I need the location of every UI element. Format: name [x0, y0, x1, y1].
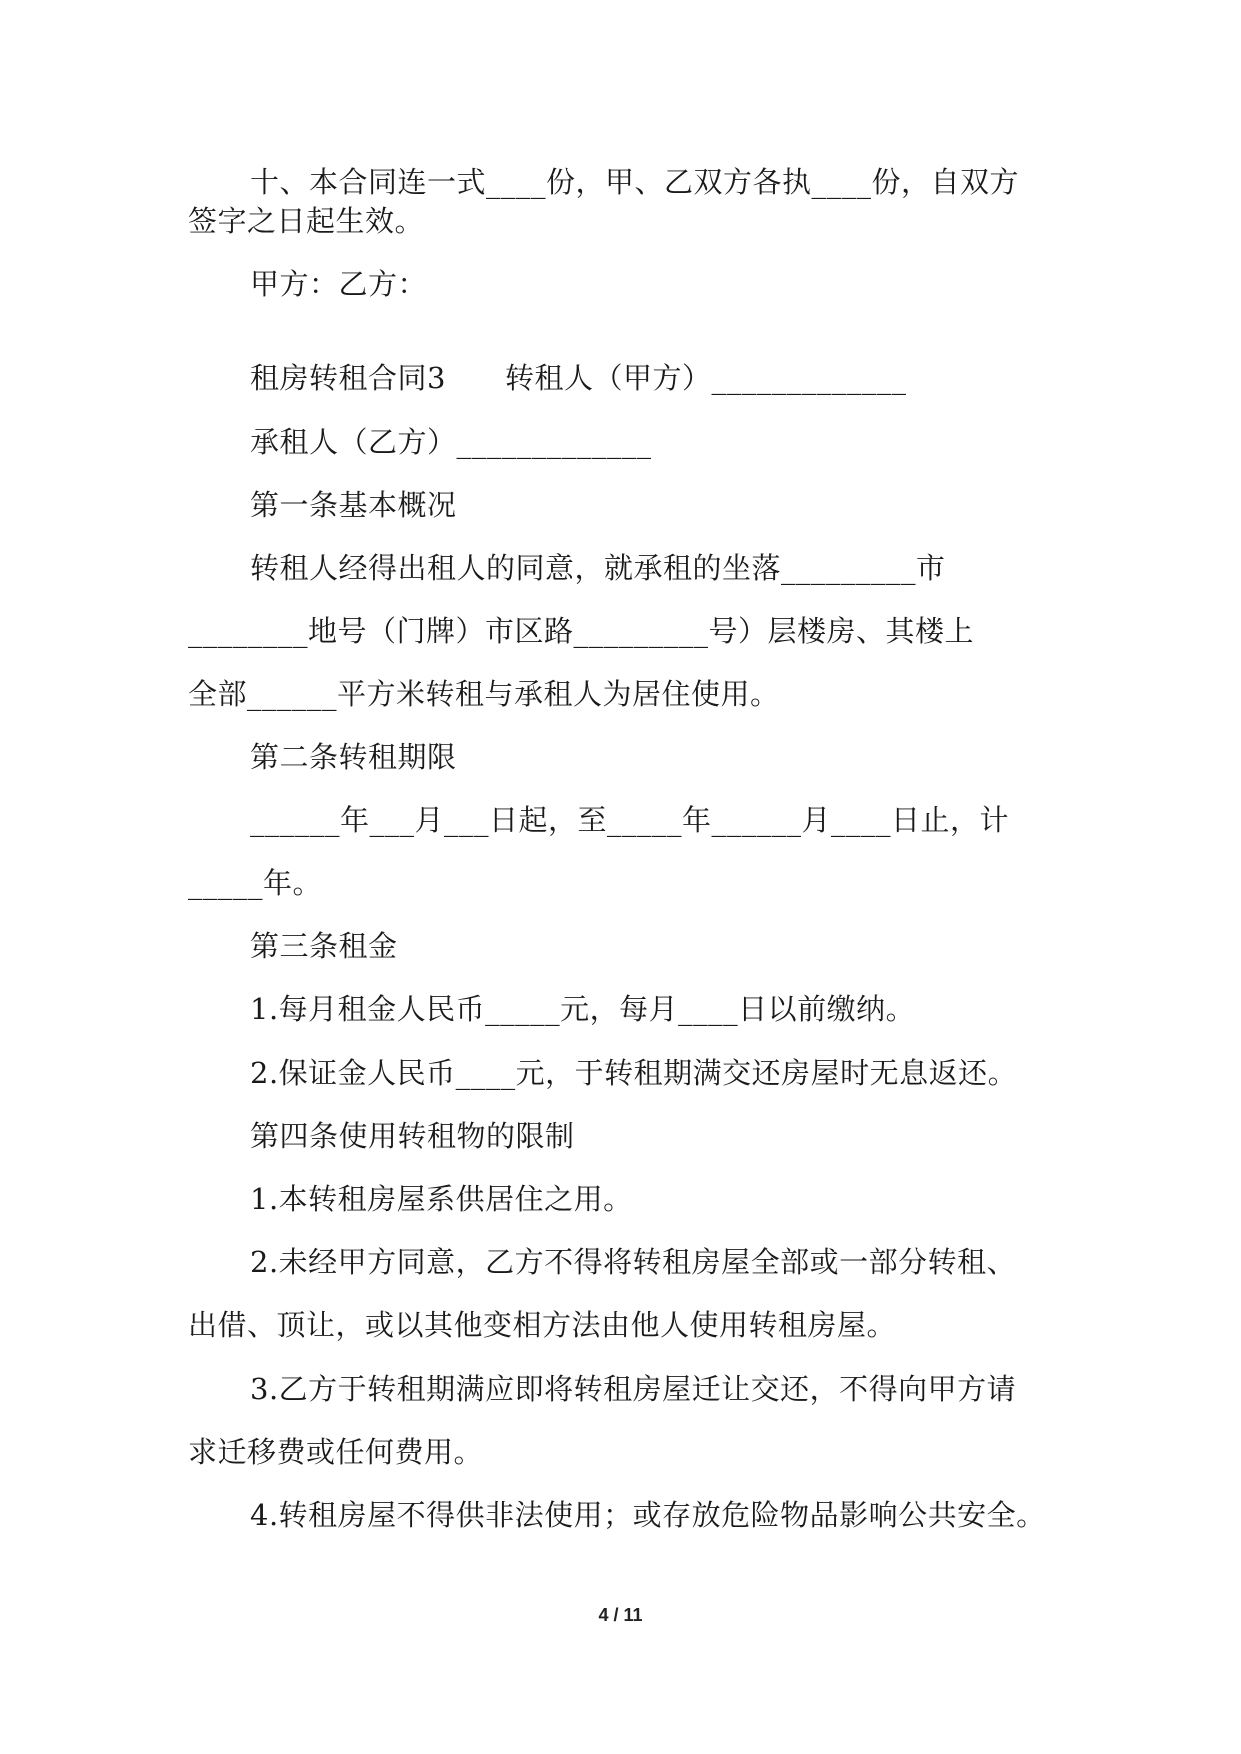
paragraph-line: 转租人经得出租人的同意，就承租的坐落_________市	[250, 551, 946, 585]
paragraph-line: 全部______平方米转租与承租人为居住使用。	[188, 677, 780, 711]
page-number: 4 / 11	[598, 1605, 643, 1625]
paragraph-line: 租房转租合同3 转租人（甲方）_____________	[250, 361, 907, 395]
paragraph-line: 出借、顶让，或以其他变相方法由他人使用转租房屋。	[188, 1308, 897, 1342]
paragraph-line: _____年。	[188, 866, 323, 900]
paragraph-line: 甲方：乙方：	[250, 267, 428, 301]
section-heading: 第四条使用转租物的限制	[250, 1119, 575, 1153]
paragraph-line: 1.本转租房屋系供居住之用。	[250, 1182, 633, 1216]
paragraph-line: 4.转租房屋不得供非法使用；或存放危险物品影响公共安全。	[250, 1498, 1046, 1532]
paragraph-line: 签字之日起生效。	[188, 204, 425, 238]
paragraph-line: 1.每月租金人民币_____元，每月____日以前缴纳。	[250, 992, 916, 1026]
paragraph-line: 2.未经甲方同意，乙方不得将转租房屋全部或一部分转租、	[250, 1245, 1017, 1279]
paragraph-line: 2.保证金人民币____元，于转租期满交还房屋时无息返还。	[250, 1056, 1018, 1090]
paragraph-line: 求迁移费或任何费用。	[188, 1435, 484, 1469]
paragraph-line: 十、本合同连一式____份，甲、乙双方各执____份，自双方	[250, 165, 1020, 199]
section-heading: 第二条转租期限	[250, 740, 457, 774]
section-heading: 第一条基本概况	[250, 488, 457, 522]
paragraph-line: ______年___月___日起，至_____年______月____日止，计	[250, 803, 1010, 837]
paragraph-line: ________地号（门牌）市区路_________号）层楼房、其楼上	[188, 614, 975, 648]
section-heading: 第三条租金	[250, 929, 398, 963]
paragraph-line: 3.乙方于转租期满应即将转租房屋迁让交还，不得向甲方请	[250, 1372, 1017, 1406]
paragraph-line: 承租人（乙方）_____________	[250, 425, 652, 459]
